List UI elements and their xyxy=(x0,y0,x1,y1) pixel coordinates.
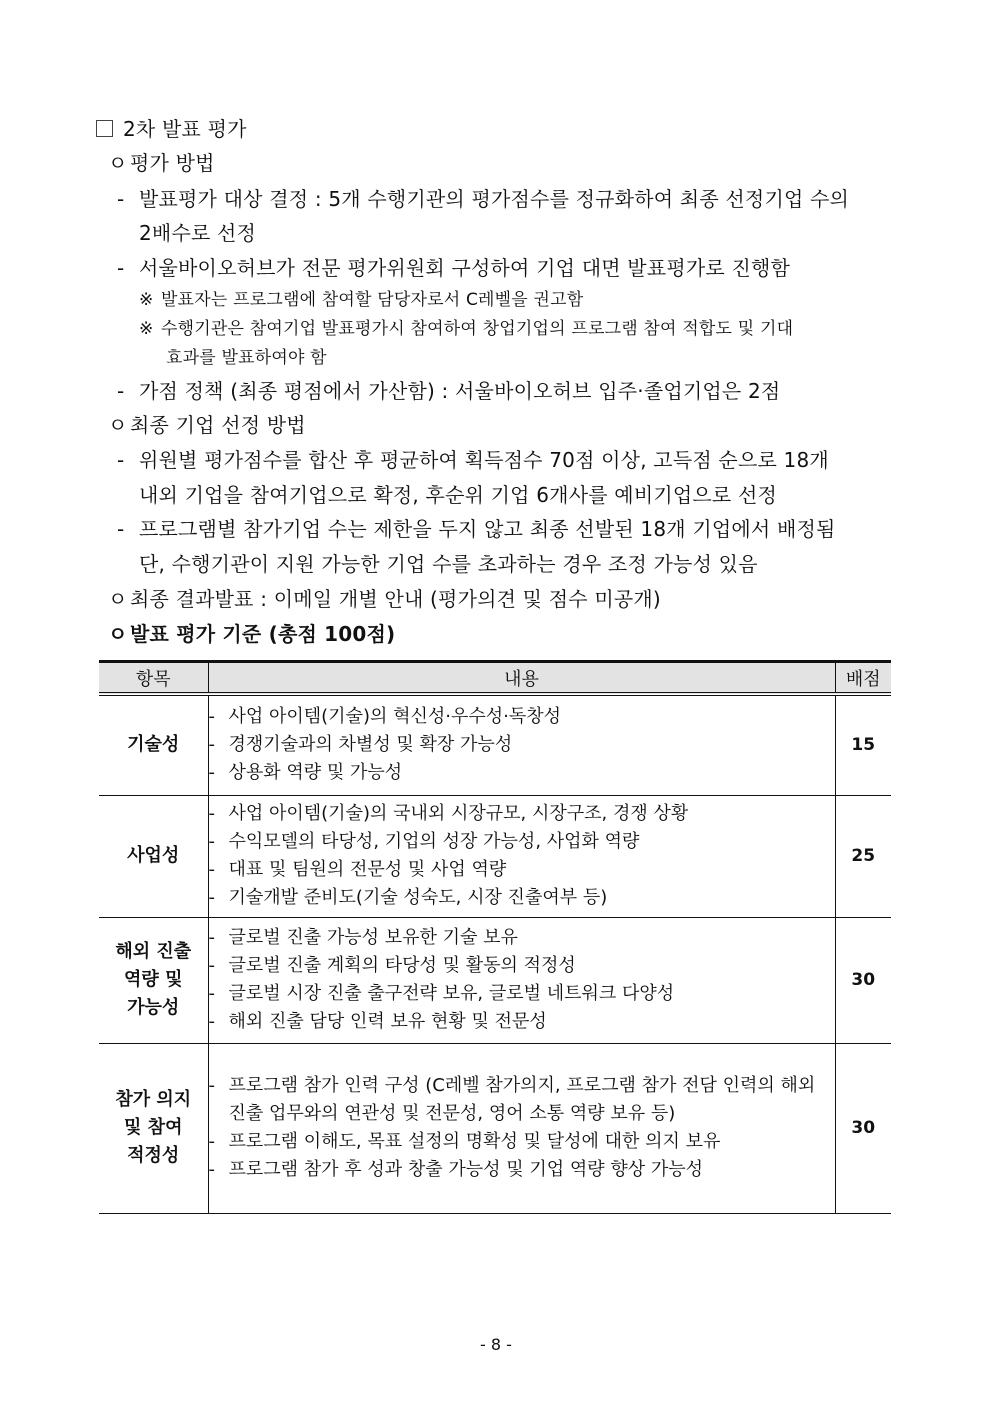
list-item-text: 글로벌 진출 가능성 보유한 기술 보유 xyxy=(228,927,518,948)
row-content xyxy=(208,917,835,1043)
selection-heading-text: 최종 기업 선정 방법 xyxy=(130,413,306,437)
row-points: 30 xyxy=(835,1043,891,1213)
bullet-icon: - xyxy=(208,762,215,784)
method-item-3 xyxy=(117,378,780,404)
column-header-category: 항목 xyxy=(99,662,208,695)
list-item xyxy=(209,1128,835,1156)
bullet-icon: - xyxy=(208,927,215,948)
row-category xyxy=(99,1043,208,1213)
row-points: 15 xyxy=(835,694,891,795)
method-item-3-text: 가점 정책 (최종 평점에서 가산함) : 서울바이오허브 입주·졸업기업은 2점 xyxy=(139,379,781,403)
selection-item-1-cont: 내외 기업을 참여기업으로 확정, 후순위 기업 6개사를 예비기업으로 선정 xyxy=(139,483,778,507)
row-points: 30 xyxy=(835,917,891,1043)
method-item-1-cont: 2배수로 선정 xyxy=(139,221,257,245)
list-item-text: 해외 진출 담당 인력 보유 현황 및 전문성 xyxy=(228,1011,547,1032)
bullet-icon: - xyxy=(208,887,215,908)
category-line: 및 참여 xyxy=(124,1117,183,1138)
table-row xyxy=(99,694,891,795)
list-item xyxy=(209,952,835,980)
category-line: 적정성 xyxy=(127,1145,180,1166)
list-item-text: 글로벌 진출 계획의 타당성 및 활동의 적정성 xyxy=(228,955,576,976)
dash-bullet-icon: - xyxy=(117,517,125,541)
result-heading xyxy=(108,586,661,612)
reference-mark-icon: ※ xyxy=(139,319,154,339)
circle-bullet-icon: ㅇ xyxy=(108,413,128,437)
method-note-2 xyxy=(139,318,793,340)
selection-item-2-text: 프로그램별 참가기업 수는 제한을 두지 않고 최종 선발된 18개 기업에서 배정됨 xyxy=(139,517,836,541)
list-item xyxy=(209,828,835,856)
selection-item-2 xyxy=(117,516,836,542)
bullet-icon: - xyxy=(208,706,215,728)
column-header-points: 배점 xyxy=(835,662,891,695)
bullet-icon: - xyxy=(208,803,215,824)
row-category xyxy=(99,795,208,917)
list-item-text: 기술개발 준비도(기술 성숙도, 시장 진출여부 등) xyxy=(228,887,608,908)
list-item xyxy=(209,1072,835,1128)
category-line: 사업성 xyxy=(127,845,180,866)
bullet-icon: - xyxy=(208,734,215,756)
circle-bullet-icon: ㅇ xyxy=(108,151,128,175)
method-note-2-cont: 효과를 발표하여야 함 xyxy=(166,348,327,368)
row-content xyxy=(208,795,835,917)
dash-bullet-icon: - xyxy=(117,256,125,280)
category-line: 가능성 xyxy=(127,997,180,1018)
list-item xyxy=(209,1156,835,1184)
list-item xyxy=(209,800,835,828)
bullet-icon: - xyxy=(208,831,215,852)
criteria-heading xyxy=(108,621,395,647)
criteria-heading-text: 발표 평가 기준 (총점 100점) xyxy=(130,622,396,646)
row-category xyxy=(99,917,208,1043)
list-item-text: 프로그램 이해도, 목표 설정의 명확성 및 달성에 대한 의지 보유 xyxy=(228,1131,721,1152)
row-content xyxy=(208,694,835,795)
list-item-text: 수익모델의 타당성, 기업의 성장 가능성, 사업화 역량 xyxy=(228,831,640,852)
category-line: 기술성 xyxy=(127,734,180,756)
circle-bullet-icon: ㅇ xyxy=(108,587,128,611)
table-row xyxy=(99,1043,891,1213)
bullet-icon: - xyxy=(208,1159,215,1180)
dash-bullet-icon: - xyxy=(117,379,125,403)
list-item xyxy=(209,759,835,787)
bullet-icon: - xyxy=(208,1131,215,1152)
method-note-1-text: 발표자는 프로그램에 참여할 담당자로서 C레벨을 권고함 xyxy=(161,290,584,310)
section-heading xyxy=(96,116,247,142)
list-item-text: 프로그램 참가 인력 구성 (C레벨 참가의지, 프로그램 참가 전담 인력의 해외 진출 업무와의 연관성 및 전문성, 영어 소통 역량 보유 등) xyxy=(228,1075,816,1124)
method-item-1-text: 발표평가 대상 결정 : 5개 수행기관의 평가점수를 정규화하여 최종 선정기업 수의 xyxy=(139,187,850,211)
category-line: 해외 진출 xyxy=(115,941,192,962)
section-title: 2차 발표 평가 xyxy=(123,117,247,141)
category-line: 참가 의지 xyxy=(115,1089,192,1110)
list-item-text: 사업 아이템(기술)의 혁신성·우수성·독창성 xyxy=(228,706,562,728)
category-line: 역량 및 xyxy=(124,969,183,990)
selection-item-2-cont: 단, 수행기관이 지원 가능한 기업 수를 초과하는 경우 조정 가능성 있음 xyxy=(139,552,758,576)
bullet-icon: - xyxy=(208,983,215,1004)
list-item xyxy=(209,856,835,884)
row-content xyxy=(208,1043,835,1213)
method-heading-text: 평가 방법 xyxy=(130,151,215,175)
list-item-text: 글로벌 시장 진출 출구전략 보유, 글로벌 네트워크 다양성 xyxy=(228,983,675,1004)
list-item xyxy=(209,884,835,912)
checkbox-square-icon xyxy=(96,120,113,137)
bullet-icon: - xyxy=(208,1075,215,1096)
row-points: 25 xyxy=(835,795,891,917)
reference-mark-icon: ※ xyxy=(139,290,154,310)
bullet-icon: - xyxy=(208,955,215,976)
method-note-2-text: 수행기관은 참여기업 발표평가시 참여하여 창업기업의 프로그램 참여 적합도 및 기대 xyxy=(161,319,794,339)
column-header-content: 내용 xyxy=(208,662,835,695)
list-item-text: 경쟁기술과의 차별성 및 확장 가능성 xyxy=(228,734,513,756)
selection-heading xyxy=(108,412,306,438)
selection-item-1-text: 위원별 평가점수를 합산 후 평균하여 획득점수 70점 이상, 고득점 순으로 18개 xyxy=(139,448,829,472)
table-header-row xyxy=(99,662,891,695)
method-note-1 xyxy=(139,289,583,311)
list-item xyxy=(209,731,835,759)
method-heading xyxy=(108,150,215,176)
list-item-text: 대표 및 팀원의 전문성 및 사업 역량 xyxy=(228,859,507,880)
circle-bullet-icon: ㅇ xyxy=(108,622,128,646)
row-category xyxy=(99,694,208,795)
list-item-text: 상용화 역량 및 가능성 xyxy=(228,762,403,784)
result-heading-text: 최종 결과발표 : 이메일 개별 안내 (평가의견 및 점수 미공개) xyxy=(130,587,661,611)
dash-bullet-icon: - xyxy=(117,448,125,472)
list-item-text: 프로그램 참가 후 성과 창출 가능성 및 기업 역량 향상 가능성 xyxy=(228,1159,704,1180)
table-row xyxy=(99,917,891,1043)
method-item-2 xyxy=(117,255,790,281)
list-item xyxy=(209,703,835,731)
list-item xyxy=(209,924,835,952)
list-item xyxy=(209,980,835,1008)
table-row xyxy=(99,795,891,917)
dash-bullet-icon: - xyxy=(117,187,125,211)
bullet-icon: - xyxy=(208,1011,215,1032)
bullet-icon: - xyxy=(208,859,215,880)
selection-item-1 xyxy=(117,447,829,473)
page-number: - 8 - xyxy=(480,1335,512,1354)
list-item xyxy=(209,1008,835,1036)
list-item-text: 사업 아이템(기술)의 국내외 시장규모, 시장구조, 경쟁 상황 xyxy=(228,803,689,824)
method-item-1 xyxy=(117,186,849,212)
method-item-2-text: 서울바이오허브가 전문 평가위원회 구성하여 기업 대면 발표평가로 진행함 xyxy=(139,256,791,280)
criteria-table xyxy=(99,660,891,1214)
